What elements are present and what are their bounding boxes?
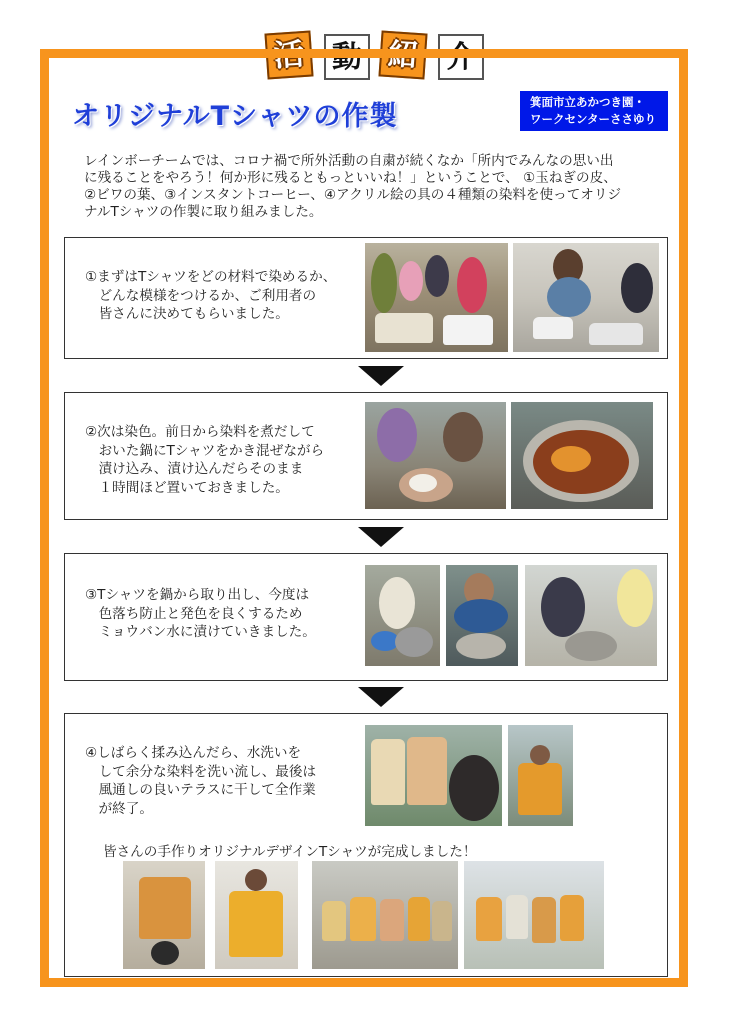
completion-text: 皆さんの手作りオリジナルデザインTシャツが完成しました！ [103, 844, 477, 860]
step-3-text: ③Tシャツを鍋から取り出し、今度は 色落ち防止と発色を良くするため ミョウバン水に漬けていきました。 [85, 587, 316, 640]
organization-badge [520, 91, 668, 131]
step-2-text: ②次は染色。前日から染料を煮だして おいた鍋にTシャツをかき混ぜながら 漬け込み、漬け込んだらそのまま １時間ほど置いておきました。 [85, 424, 325, 496]
finished-photo-2 [215, 861, 298, 969]
title-char-3: 紹 [378, 30, 427, 79]
org-line-2: ワークセンターささゆり [530, 112, 657, 126]
step-4-section [64, 713, 668, 977]
step-3-photo-1 [365, 565, 440, 666]
intro-paragraph: レインボーチームでは、コロナ禍で所外活動の自粛が続くなか「所内でみんなの思い出 に残ることをやろう！何か形に残るともっといいね！」ということで、 ①玉ねぎの皮、 ②ビワの葉、③インスタントコーヒー、④アクリル絵の具の４種類の染料を使ってオリジ ナルTシャツの作製に取り組みました。 [84, 153, 622, 220]
finished-photo-3 [312, 861, 458, 969]
down-arrow-icon [358, 366, 404, 386]
step-2-photo-1 [365, 402, 506, 509]
step-1-photo-2 [513, 243, 659, 352]
step-1-photo-1 [365, 243, 508, 352]
step-4-photo-1 [365, 725, 502, 826]
title-char-2: 動 [324, 34, 370, 80]
step-1-text: ①まずはTシャツをどの材料で染めるか、 どんな模様をつけるか、ご利用者の 皆さんに決めてもらいました。 [85, 269, 337, 322]
step-2-section [64, 392, 668, 520]
down-arrow-icon [358, 687, 404, 707]
finished-photo-1 [123, 861, 205, 969]
down-arrow-icon [358, 527, 404, 547]
step-2-photo-2 [511, 402, 653, 509]
step-3-photo-3 [525, 565, 657, 666]
step-3-section [64, 553, 668, 681]
step-3-photo-2 [446, 565, 518, 666]
page-heading: オリジナルTシャツの作製 [72, 101, 398, 132]
step-4-photo-2 [508, 725, 573, 826]
org-line-1: 箕面市立あかつき園・ [530, 95, 645, 109]
step-4-text: ④しばらく揉み込んだら、水洗いを して余分な染料を洗い流し、最後は 風通しの良いテラスに干して全作業 が終了。 [85, 745, 317, 817]
step-1-section [64, 237, 668, 359]
title-char-1: 活 [264, 30, 313, 79]
title-char-4: 介 [438, 34, 484, 80]
finished-photo-4 [464, 861, 604, 969]
